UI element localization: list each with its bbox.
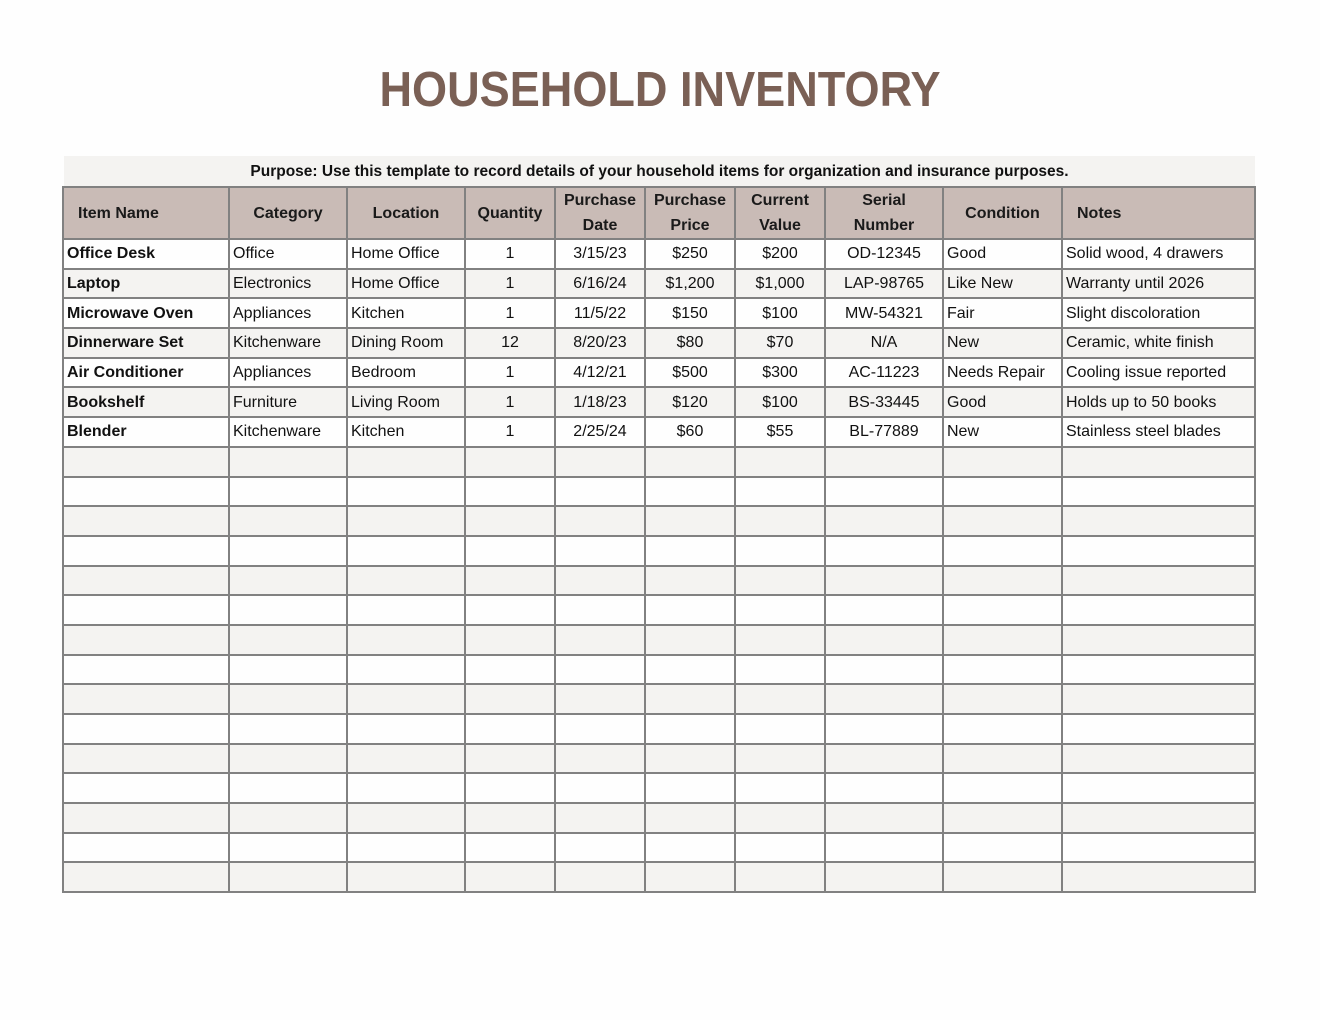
cell-serial-number[interactable]: MW-54321 xyxy=(825,298,943,328)
empty-cell[interactable] xyxy=(347,477,465,507)
table-body xyxy=(63,239,1255,892)
empty-cell[interactable] xyxy=(555,655,645,685)
empty-table-row xyxy=(63,506,1255,536)
cell-serial-number[interactable]: N/A xyxy=(825,328,943,358)
empty-cell[interactable] xyxy=(645,862,735,892)
empty-cell[interactable] xyxy=(63,595,229,625)
empty-table-row xyxy=(63,684,1255,714)
cell-condition[interactable]: Good xyxy=(943,239,1062,269)
table-row xyxy=(63,387,1255,417)
empty-cell[interactable] xyxy=(825,655,943,685)
empty-table-row xyxy=(63,744,1255,774)
empty-cell[interactable] xyxy=(825,833,943,863)
cell-location[interactable]: Bedroom xyxy=(347,358,465,388)
cell-purchase-price[interactable]: $250 xyxy=(645,239,735,269)
empty-cell[interactable] xyxy=(555,536,645,566)
cell-serial-number[interactable]: LAP-98765 xyxy=(825,269,943,299)
empty-cell[interactable] xyxy=(229,862,347,892)
cell-category[interactable]: Kitchenware xyxy=(229,417,347,447)
cell-quantity[interactable]: 1 xyxy=(465,417,555,447)
cell-notes[interactable]: Solid wood, 4 drawers xyxy=(1062,239,1255,269)
cell-purchase-price[interactable]: $120 xyxy=(645,387,735,417)
empty-cell[interactable] xyxy=(555,714,645,744)
table-row xyxy=(63,239,1255,269)
empty-cell[interactable] xyxy=(347,625,465,655)
empty-cell[interactable] xyxy=(347,833,465,863)
cell-serial-number[interactable]: AC-11223 xyxy=(825,358,943,388)
header-item-name: Item Name xyxy=(63,187,229,239)
empty-cell[interactable] xyxy=(825,803,943,833)
cell-purchase-price[interactable]: $500 xyxy=(645,358,735,388)
empty-cell[interactable] xyxy=(555,566,645,596)
empty-cell[interactable] xyxy=(229,447,347,477)
cell-notes[interactable]: Ceramic, white finish xyxy=(1062,328,1255,358)
empty-cell[interactable] xyxy=(465,447,555,477)
table-row xyxy=(63,269,1255,299)
empty-table-row xyxy=(63,655,1255,685)
cell-item-name[interactable]: Office Desk xyxy=(63,239,229,269)
cell-quantity[interactable]: 1 xyxy=(465,358,555,388)
cell-purchase-price[interactable]: $60 xyxy=(645,417,735,447)
cell-current-value[interactable]: $70 xyxy=(735,328,825,358)
cell-category[interactable]: Office xyxy=(229,239,347,269)
cell-purchase-date[interactable]: 3/15/23 xyxy=(555,239,645,269)
empty-cell[interactable] xyxy=(555,862,645,892)
empty-cell[interactable] xyxy=(63,803,229,833)
empty-cell[interactable] xyxy=(347,803,465,833)
cell-condition[interactable]: New xyxy=(943,328,1062,358)
empty-cell[interactable] xyxy=(735,595,825,625)
cell-item-name[interactable]: Dinnerware Set xyxy=(63,328,229,358)
empty-cell[interactable] xyxy=(645,566,735,596)
empty-cell[interactable] xyxy=(645,744,735,774)
empty-cell[interactable] xyxy=(347,566,465,596)
empty-table-row xyxy=(63,595,1255,625)
empty-cell[interactable] xyxy=(735,714,825,744)
empty-table-row xyxy=(63,625,1255,655)
empty-cell[interactable] xyxy=(63,833,229,863)
empty-cell[interactable] xyxy=(229,773,347,803)
cell-quantity[interactable]: 1 xyxy=(465,298,555,328)
cell-purchase-date[interactable]: 4/12/21 xyxy=(555,358,645,388)
cell-current-value[interactable]: $55 xyxy=(735,417,825,447)
cell-item-name[interactable]: Laptop xyxy=(63,269,229,299)
empty-cell[interactable] xyxy=(347,684,465,714)
empty-cell[interactable] xyxy=(465,714,555,744)
empty-cell[interactable] xyxy=(943,684,1062,714)
cell-current-value[interactable]: $200 xyxy=(735,239,825,269)
cell-item-name[interactable]: Air Conditioner xyxy=(63,358,229,388)
empty-cell[interactable] xyxy=(347,744,465,774)
header-current-value-line1: Current xyxy=(751,192,809,209)
empty-cell[interactable] xyxy=(465,684,555,714)
empty-cell[interactable] xyxy=(1062,803,1255,833)
empty-cell[interactable] xyxy=(735,684,825,714)
cell-current-value[interactable]: $100 xyxy=(735,298,825,328)
cell-quantity[interactable]: 1 xyxy=(465,387,555,417)
cell-notes[interactable]: Warranty until 2026 xyxy=(1062,269,1255,299)
empty-cell[interactable] xyxy=(229,744,347,774)
empty-cell[interactable] xyxy=(735,447,825,477)
empty-cell[interactable] xyxy=(1062,684,1255,714)
empty-cell[interactable] xyxy=(465,744,555,774)
empty-cell[interactable] xyxy=(465,536,555,566)
empty-cell[interactable] xyxy=(943,477,1062,507)
header-serial-number-line2: Number xyxy=(853,217,915,234)
empty-cell[interactable] xyxy=(555,744,645,774)
empty-cell[interactable] xyxy=(63,536,229,566)
empty-cell[interactable] xyxy=(229,655,347,685)
empty-cell[interactable] xyxy=(825,595,943,625)
cell-notes[interactable]: Slight discoloration xyxy=(1062,298,1255,328)
empty-cell[interactable] xyxy=(943,833,1062,863)
empty-table-row xyxy=(63,773,1255,803)
cell-quantity[interactable]: 1 xyxy=(465,239,555,269)
empty-cell[interactable] xyxy=(1062,595,1255,625)
empty-cell[interactable] xyxy=(229,803,347,833)
cell-item-name[interactable]: Blender xyxy=(63,417,229,447)
empty-cell[interactable] xyxy=(645,773,735,803)
header-location: Location xyxy=(347,187,465,239)
empty-cell[interactable] xyxy=(645,714,735,744)
empty-cell[interactable] xyxy=(63,506,229,536)
cell-purchase-price[interactable]: $150 xyxy=(645,298,735,328)
cell-notes[interactable]: Holds up to 50 books xyxy=(1062,387,1255,417)
purpose-banner: Purpose: Use this template to record details of your household items for organization and insurance purposes. xyxy=(64,156,1255,187)
empty-cell[interactable] xyxy=(645,655,735,685)
empty-cell[interactable] xyxy=(1062,506,1255,536)
empty-cell[interactable] xyxy=(229,714,347,744)
cell-category[interactable]: Appliances xyxy=(229,358,347,388)
empty-cell[interactable] xyxy=(229,536,347,566)
empty-cell[interactable] xyxy=(1062,714,1255,744)
empty-table-row xyxy=(63,566,1255,596)
empty-cell[interactable] xyxy=(825,744,943,774)
empty-cell[interactable] xyxy=(229,833,347,863)
empty-cell[interactable] xyxy=(1062,833,1255,863)
header-purchase-date-line1: Purchase xyxy=(563,192,637,209)
empty-cell[interactable] xyxy=(645,447,735,477)
empty-cell[interactable] xyxy=(63,566,229,596)
empty-cell[interactable] xyxy=(1062,862,1255,892)
empty-cell[interactable] xyxy=(229,566,347,596)
empty-table-row xyxy=(63,803,1255,833)
empty-cell[interactable] xyxy=(735,803,825,833)
table-row xyxy=(63,358,1255,388)
empty-cell[interactable] xyxy=(555,803,645,833)
empty-cell[interactable] xyxy=(1062,655,1255,685)
cell-purchase-price[interactable]: $1,200 xyxy=(645,269,735,299)
empty-cell[interactable] xyxy=(1062,566,1255,596)
empty-cell[interactable] xyxy=(347,447,465,477)
cell-serial-number[interactable]: OD-12345 xyxy=(825,239,943,269)
empty-cell[interactable] xyxy=(943,714,1062,744)
empty-cell[interactable] xyxy=(465,803,555,833)
empty-cell[interactable] xyxy=(645,803,735,833)
empty-cell[interactable] xyxy=(229,506,347,536)
empty-cell[interactable] xyxy=(555,477,645,507)
empty-cell[interactable] xyxy=(1062,744,1255,774)
empty-cell[interactable] xyxy=(825,566,943,596)
empty-cell[interactable] xyxy=(735,566,825,596)
empty-cell[interactable] xyxy=(465,833,555,863)
empty-table-row xyxy=(63,714,1255,744)
cell-category[interactable]: Kitchenware xyxy=(229,328,347,358)
cell-purchase-date[interactable]: 2/25/24 xyxy=(555,417,645,447)
cell-location[interactable]: Home Office xyxy=(347,239,465,269)
empty-cell[interactable] xyxy=(555,773,645,803)
header-quantity: Quantity xyxy=(465,187,555,239)
empty-cell[interactable] xyxy=(63,714,229,744)
empty-cell[interactable] xyxy=(645,684,735,714)
page-title: HOUSEHOLD INVENTORY xyxy=(379,63,941,117)
cell-location[interactable]: Kitchen xyxy=(347,417,465,447)
empty-cell[interactable] xyxy=(63,684,229,714)
empty-cell[interactable] xyxy=(347,506,465,536)
empty-cell[interactable] xyxy=(465,506,555,536)
empty-cell[interactable] xyxy=(555,833,645,863)
empty-cell[interactable] xyxy=(825,536,943,566)
empty-cell[interactable] xyxy=(943,744,1062,774)
empty-cell[interactable] xyxy=(735,536,825,566)
empty-cell[interactable] xyxy=(465,566,555,596)
empty-table-row xyxy=(63,447,1255,477)
header-current-value-line2: Value xyxy=(759,217,801,234)
empty-cell[interactable] xyxy=(943,625,1062,655)
empty-cell[interactable] xyxy=(943,862,1062,892)
header-serial-number xyxy=(825,187,943,239)
empty-table-row xyxy=(63,862,1255,892)
empty-cell[interactable] xyxy=(465,477,555,507)
cell-location[interactable]: Dining Room xyxy=(347,328,465,358)
cell-condition[interactable]: New xyxy=(943,417,1062,447)
empty-cell[interactable] xyxy=(943,803,1062,833)
empty-cell[interactable] xyxy=(943,595,1062,625)
empty-cell[interactable] xyxy=(465,655,555,685)
empty-cell[interactable] xyxy=(1062,773,1255,803)
empty-cell[interactable] xyxy=(645,536,735,566)
cell-current-value[interactable]: $1,000 xyxy=(735,269,825,299)
cell-purchase-date[interactable]: 8/20/23 xyxy=(555,328,645,358)
empty-cell[interactable] xyxy=(229,684,347,714)
empty-cell[interactable] xyxy=(825,625,943,655)
table-row xyxy=(63,328,1255,358)
header-purchase-date xyxy=(555,187,645,239)
empty-cell[interactable] xyxy=(229,595,347,625)
empty-cell[interactable] xyxy=(465,862,555,892)
cell-condition[interactable]: Like New xyxy=(943,269,1062,299)
empty-cell[interactable] xyxy=(555,684,645,714)
header-category: Category xyxy=(229,187,347,239)
cell-category[interactable]: Appliances xyxy=(229,298,347,328)
empty-cell[interactable] xyxy=(1062,536,1255,566)
empty-cell[interactable] xyxy=(645,595,735,625)
empty-cell[interactable] xyxy=(63,447,229,477)
empty-cell[interactable] xyxy=(63,625,229,655)
cell-serial-number[interactable]: BL-77889 xyxy=(825,417,943,447)
empty-cell[interactable] xyxy=(465,595,555,625)
empty-cell[interactable] xyxy=(347,714,465,744)
empty-cell[interactable] xyxy=(347,595,465,625)
empty-cell[interactable] xyxy=(825,506,943,536)
cell-quantity[interactable]: 1 xyxy=(465,269,555,299)
inventory-table xyxy=(62,186,1256,893)
empty-cell[interactable] xyxy=(347,536,465,566)
empty-cell[interactable] xyxy=(735,506,825,536)
empty-table-row xyxy=(63,536,1255,566)
empty-cell[interactable] xyxy=(555,625,645,655)
cell-serial-number[interactable]: BS-33445 xyxy=(825,387,943,417)
empty-cell[interactable] xyxy=(63,744,229,774)
empty-cell[interactable] xyxy=(735,862,825,892)
empty-cell[interactable] xyxy=(63,862,229,892)
table-row xyxy=(63,417,1255,447)
cell-item-name[interactable]: Microwave Oven xyxy=(63,298,229,328)
empty-cell[interactable] xyxy=(1062,477,1255,507)
table-row xyxy=(63,298,1255,328)
empty-cell[interactable] xyxy=(465,773,555,803)
empty-cell[interactable] xyxy=(825,714,943,744)
cell-purchase-date[interactable]: 11/5/22 xyxy=(555,298,645,328)
empty-cell[interactable] xyxy=(825,684,943,714)
empty-cell[interactable] xyxy=(465,625,555,655)
header-purchase-price xyxy=(645,187,735,239)
empty-cell[interactable] xyxy=(229,477,347,507)
empty-cell[interactable] xyxy=(825,447,943,477)
empty-cell[interactable] xyxy=(735,833,825,863)
cell-current-value[interactable]: $100 xyxy=(735,387,825,417)
header-current-value xyxy=(735,187,825,239)
cell-location[interactable]: Living Room xyxy=(347,387,465,417)
cell-category[interactable]: Furniture xyxy=(229,387,347,417)
empty-cell[interactable] xyxy=(347,862,465,892)
empty-cell[interactable] xyxy=(63,655,229,685)
empty-cell[interactable] xyxy=(63,477,229,507)
empty-cell[interactable] xyxy=(645,833,735,863)
empty-cell[interactable] xyxy=(825,477,943,507)
cell-notes[interactable]: Stainless steel blades xyxy=(1062,417,1255,447)
empty-cell[interactable] xyxy=(735,773,825,803)
cell-current-value[interactable]: $300 xyxy=(735,358,825,388)
cell-condition[interactable]: Needs Repair xyxy=(943,358,1062,388)
cell-purchase-date[interactable]: 1/18/23 xyxy=(555,387,645,417)
empty-cell[interactable] xyxy=(735,477,825,507)
cell-condition[interactable]: Fair xyxy=(943,298,1062,328)
header-serial-number-line1: Serial xyxy=(862,192,906,209)
empty-cell[interactable] xyxy=(229,625,347,655)
header-row xyxy=(63,187,1255,239)
empty-cell[interactable] xyxy=(943,506,1062,536)
empty-cell[interactable] xyxy=(555,506,645,536)
empty-cell[interactable] xyxy=(943,536,1062,566)
cell-category[interactable]: Electronics xyxy=(229,269,347,299)
empty-cell[interactable] xyxy=(1062,447,1255,477)
header-purchase-price-line2: Price xyxy=(670,217,710,234)
cell-location[interactable]: Kitchen xyxy=(347,298,465,328)
cell-purchase-date[interactable]: 6/16/24 xyxy=(555,269,645,299)
empty-cell[interactable] xyxy=(735,625,825,655)
empty-cell[interactable] xyxy=(645,477,735,507)
header-notes: Notes xyxy=(1062,187,1255,239)
empty-table-row xyxy=(63,833,1255,863)
empty-cell[interactable] xyxy=(825,862,943,892)
empty-cell[interactable] xyxy=(943,655,1062,685)
empty-table-row xyxy=(63,477,1255,507)
empty-cell[interactable] xyxy=(555,447,645,477)
empty-cell[interactable] xyxy=(645,506,735,536)
cell-notes[interactable]: Cooling issue reported xyxy=(1062,358,1255,388)
empty-cell[interactable] xyxy=(735,655,825,685)
cell-condition[interactable]: Good xyxy=(943,387,1062,417)
cell-location[interactable]: Home Office xyxy=(347,269,465,299)
header-condition: Condition xyxy=(943,187,1062,239)
empty-cell[interactable] xyxy=(943,566,1062,596)
empty-cell[interactable] xyxy=(825,773,943,803)
header-purchase-date-line2: Date xyxy=(582,217,618,234)
cell-purchase-price[interactable]: $80 xyxy=(645,328,735,358)
cell-quantity[interactable]: 12 xyxy=(465,328,555,358)
header-purchase-price-line1: Purchase xyxy=(653,192,727,209)
empty-cell[interactable] xyxy=(63,773,229,803)
empty-cell[interactable] xyxy=(1062,625,1255,655)
empty-cell[interactable] xyxy=(735,744,825,774)
cell-item-name[interactable]: Bookshelf xyxy=(63,387,229,417)
empty-cell[interactable] xyxy=(555,595,645,625)
empty-cell[interactable] xyxy=(943,773,1062,803)
empty-cell[interactable] xyxy=(943,447,1062,477)
empty-cell[interactable] xyxy=(645,625,735,655)
empty-cell[interactable] xyxy=(347,773,465,803)
empty-cell[interactable] xyxy=(347,655,465,685)
